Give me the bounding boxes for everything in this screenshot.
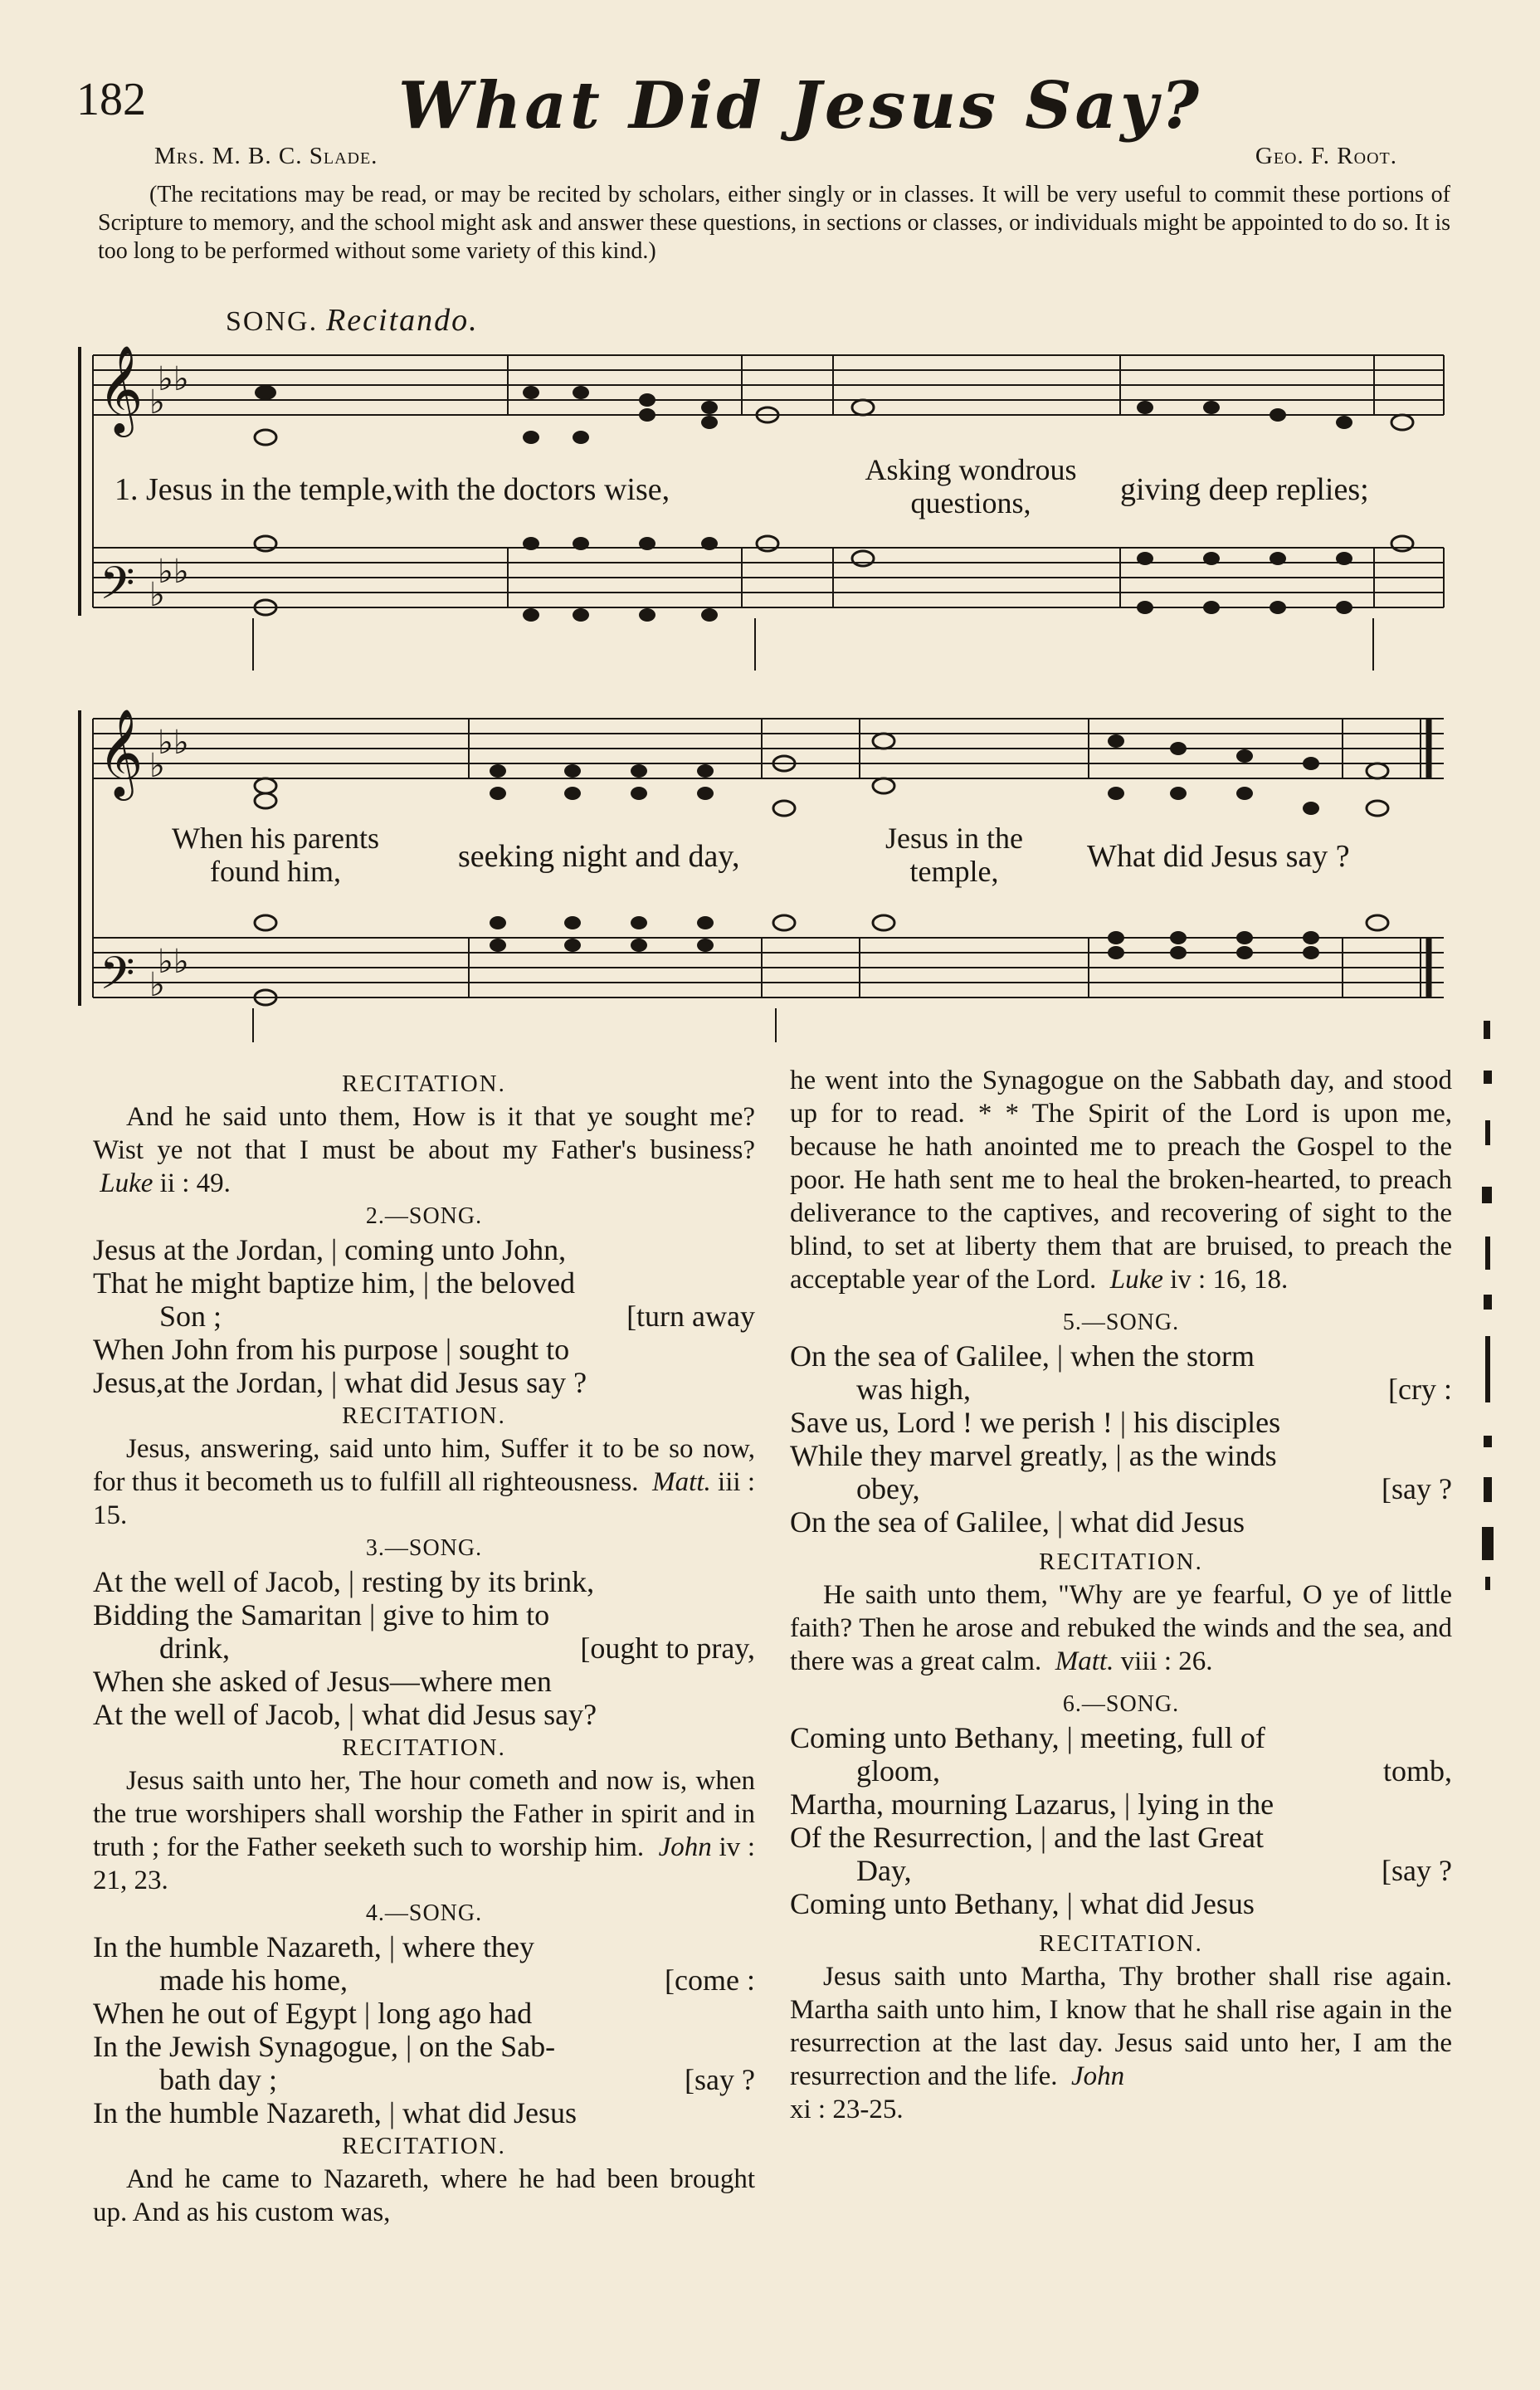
- svg-text:♭♭: ♭♭: [158, 553, 189, 590]
- song-4-line-4: In the Jewish Synagogue, | on the Sab-: [93, 2030, 556, 2063]
- song-4-line-1: In the humble Nazareth, | where they: [93, 1930, 534, 1963]
- song-2-line-3a: Son ;: [159, 1300, 222, 1333]
- song-2-line-3: [93, 1300, 755, 1333]
- song-5-line-3: Save us, Lord ! we perish ! | his disciples: [790, 1406, 1281, 1439]
- song-5-line-4: While they marvel greatly, | as the winds: [790, 1439, 1277, 1472]
- lyric-line-2c-bottom: temple,: [909, 855, 999, 888]
- song-4-line-5: [93, 2063, 755, 2096]
- lyric-line-1a: 1. Jesus in the temple,with the doctors wise,: [115, 472, 670, 507]
- recitation-1-ref: Luke: [100, 1168, 154, 1198]
- svg-text:♭: ♭: [149, 576, 165, 613]
- svg-text:♭♭: ♭♭: [158, 724, 189, 761]
- song-5-line-5: [790, 1472, 1452, 1505]
- song-5-stanza: [790, 1339, 1452, 1539]
- svg-text:♭♭: ♭♭: [158, 360, 189, 398]
- page-edge-marks: [1477, 1021, 1500, 1593]
- recitation-5-ref-num: viii : 26.: [1120, 1646, 1213, 1676]
- song-5-line-5b: [say ?: [1382, 1472, 1452, 1505]
- song-2-line-4: When John from his purpose | sought to: [93, 1333, 570, 1366]
- recitation-2: [93, 1432, 755, 1532]
- recitation-3-text: Jesus saith unto her, The hour cometh and now is, when the true worshipers shall worship the Father in spirit and in truth ; for the Father seeketh such to worship him.: [93, 1766, 755, 1862]
- recitation-2-ref: Matt.: [652, 1467, 711, 1497]
- song-4-stanza: [93, 1930, 755, 2129]
- recitation-4-cont-text: he went into the Synagogue on the Sabbath day, and stood up for to read. * * The Spirit of the Lord is upon me, because he hath anointed me to preach the Gospel to the poor. He hath sent me to heal the broken-hearted, to preach deliverance to the captives, and recovering of sight to the blind, to set at liberty them that are bruised, to preach the acceptable year of the Lord.: [790, 1066, 1452, 1295]
- song-4-heading: 4.—SONG.: [365, 1900, 483, 1926]
- song-3-line-5: At the well of Jacob, | what did Jesus say?: [93, 1698, 597, 1731]
- song-4-line-5a: bath day ;: [159, 2063, 277, 2096]
- song-5-line-1: On the sea of Galilee, | when the storm: [790, 1339, 1255, 1373]
- song-6-line-5: [790, 1854, 1452, 1887]
- recitation-1-text: And he said unto them, How is it that ye sought me? Wist ye not that I must be about my Father's business?: [93, 1102, 755, 1165]
- recitation-4-continued: [790, 1064, 1452, 1296]
- svg-text:♭: ♭: [149, 383, 165, 421]
- song-2-line-1: Jesus at the Jordan, | coming unto John,: [93, 1233, 567, 1266]
- lyricist-credit: Mrs. M. B. C. Slade.: [154, 143, 378, 169]
- recitation-2-text: Jesus, answering, said unto him, Suffer it to be so now, for thus it becometh us to fulfill all righteousness.: [93, 1434, 755, 1497]
- song-3-line-3b: [ought to pray,: [580, 1632, 755, 1665]
- lyric-line-2c: [855, 822, 1054, 888]
- lyric-line-2a-bottom: found him,: [210, 855, 341, 888]
- recitation-6-text: Jesus saith unto Martha, Thy brother shall rise again. Martha saith unto him, I know that he shall rise again in the resurrection at the last day. Jesus said unto her, I am the resurrection and the life.: [790, 1962, 1452, 2091]
- hymn-title: What Did Jesus Say?: [398, 68, 1203, 144]
- recitation-5: [790, 1578, 1452, 1678]
- svg-text:𝄢: 𝄢: [100, 947, 135, 1011]
- recitation-3-ref-num: iv : 21, 23.: [93, 1832, 756, 1895]
- recitation-5-text: He saith unto them, "Why are ye fearful, O ye of little faith? Then he arose and rebuked the winds and the sea, and there was a great calm.: [790, 1580, 1452, 1676]
- song-4-line-2a: made his home,: [159, 1963, 348, 1997]
- lyric-line-2a: [126, 822, 425, 888]
- lyric-line-2a-top: When his parents: [172, 822, 379, 855]
- song-5-line-2a: was high,: [856, 1373, 971, 1406]
- svg-text:♭♭: ♭♭: [158, 943, 189, 980]
- music-score: [0, 0, 1540, 1046]
- song-3-line-2: Bidding the Samaritan | give to him to: [93, 1598, 550, 1632]
- song-4-line-2b: [come :: [665, 1963, 755, 1997]
- song-5-line-2b: [cry :: [1388, 1373, 1452, 1406]
- treble-staff-2: [93, 719, 1444, 778]
- song-3-heading: 3.—SONG.: [365, 1535, 483, 1561]
- song-6-stanza: [790, 1721, 1452, 1920]
- song-4-line-2: [93, 1963, 755, 1997]
- recitation-6-ref-num: xi : 23-25.: [790, 2095, 904, 2124]
- lyric-line-2c-top: Jesus in the: [885, 822, 1023, 855]
- recitation-heading-2: RECITATION.: [342, 1402, 506, 1429]
- svg-text:𝄞: 𝄞: [98, 708, 144, 797]
- recitation-heading-4: RECITATION.: [342, 2133, 506, 2159]
- tempo-marking: Recitando.: [326, 303, 479, 338]
- song-6-line-2a: gloom,: [856, 1754, 941, 1788]
- treble-staff-1: [93, 355, 1444, 415]
- song-6-line-5b: [say ?: [1382, 1854, 1452, 1887]
- song-2-line-5: Jesus,at the Jordan, | what did Jesus say ?: [93, 1366, 587, 1399]
- song-2-stanza: [93, 1233, 755, 1399]
- song-3-stanza: [93, 1565, 755, 1731]
- song-2-heading: 2.—SONG.: [365, 1203, 483, 1229]
- song-5-line-5a: obey,: [856, 1472, 920, 1505]
- right-column: [790, 1064, 1452, 2126]
- song-3-line-4: When she asked of Jesus—where men: [93, 1665, 552, 1698]
- song-5-line-6: On the sea of Galilee, | what did Jesus: [790, 1505, 1245, 1539]
- svg-text:𝄞: 𝄞: [98, 344, 144, 433]
- lyric-line-1b-top: Asking wondrous: [865, 453, 1077, 486]
- song-label: SONG.: [226, 306, 319, 337]
- recitation-3: [93, 1764, 755, 1897]
- lyric-line-1c: giving deep replies;: [1120, 472, 1369, 507]
- intro-note: (The recitations may be read, or may be recited by scholars, either singly or in classes. It will be very useful to commit these portions of Scripture to memory, and the school might ask and answer these questions, in sections or classes, or individuals might be appointed to do so. It is too long to be performed without some variety of this kind.): [98, 182, 1450, 264]
- song-4-line-5b: [say ?: [685, 2063, 755, 2096]
- song-5-heading: 5.—SONG.: [1062, 1310, 1180, 1335]
- recitation-2-ref-num: iii : 15.: [93, 1467, 756, 1530]
- song-5-line-2: [790, 1373, 1452, 1406]
- recitation-5-ref: Matt.: [1055, 1646, 1114, 1676]
- svg-text:♭: ♭: [149, 966, 165, 1003]
- music-system-1: [80, 344, 1444, 671]
- song-6-heading: 6.—SONG.: [1062, 1691, 1180, 1717]
- song-6-line-1: Coming unto Bethany, | meeting, full of: [790, 1721, 1265, 1754]
- left-column: [93, 1067, 755, 2229]
- song-3-line-3a: drink,: [159, 1632, 230, 1665]
- lyric-line-1b-bottom: questions,: [910, 486, 1031, 519]
- song-4-line-3: When he out of Egypt | long ago had: [93, 1997, 533, 2030]
- song-6-line-5a: Day,: [856, 1854, 912, 1887]
- song-6-line-3: Martha, mourning Lazarus, | lying in the: [790, 1788, 1274, 1821]
- svg-text:♭: ♭: [149, 747, 165, 784]
- lyric-line-2b: seeking night and day,: [458, 839, 740, 874]
- song-4-line-6: In the humble Nazareth, | what did Jesus: [93, 2096, 578, 2129]
- song-2-line-3b: [turn away: [626, 1300, 755, 1333]
- song-3-line-1: At the well of Jacob, | resting by its brink,: [93, 1565, 595, 1598]
- composer-credit: Geo. F. Root.: [1255, 143, 1397, 169]
- recitation-1-ref-num: ii : 49.: [159, 1168, 231, 1198]
- recitation-4-start: And he came to Nazareth, where he had been brought up. And as his custom was,: [93, 2164, 755, 2227]
- recitation-1: [93, 1100, 755, 1200]
- bass-staff-1: [93, 548, 1444, 607]
- song-6-line-2b: tomb,: [1382, 1754, 1452, 1788]
- recitation-heading-5: RECITATION.: [1039, 1549, 1203, 1575]
- lyric-line-2d: What did Jesus say ?: [1087, 839, 1350, 874]
- recitation-4-ref-num: iv : 16, 18.: [1170, 1265, 1289, 1295]
- recitation-heading-6: RECITATION.: [1039, 1930, 1203, 1957]
- recitation-6-ref: John: [1071, 2061, 1125, 2091]
- song-2-line-2: That he might baptize him, | the beloved: [93, 1266, 576, 1300]
- song-3-line-3: [93, 1632, 755, 1665]
- recitation-4-ref: Luke: [1109, 1265, 1163, 1295]
- recitation-heading-3: RECITATION.: [342, 1734, 506, 1761]
- song-6-line-6: Coming unto Bethany, | what did Jesus: [790, 1887, 1255, 1920]
- recitation-6: [790, 1960, 1452, 2126]
- recitation-3-ref: John: [658, 1832, 712, 1862]
- recitation-heading-1: RECITATION.: [342, 1071, 506, 1097]
- page-number: 182: [76, 74, 146, 125]
- song-6-line-4: Of the Resurrection, | and the last Great: [790, 1821, 1265, 1854]
- lyric-line-1b: [830, 453, 1112, 519]
- svg-text:𝄢: 𝄢: [100, 557, 135, 621]
- song-6-line-2: [790, 1754, 1452, 1788]
